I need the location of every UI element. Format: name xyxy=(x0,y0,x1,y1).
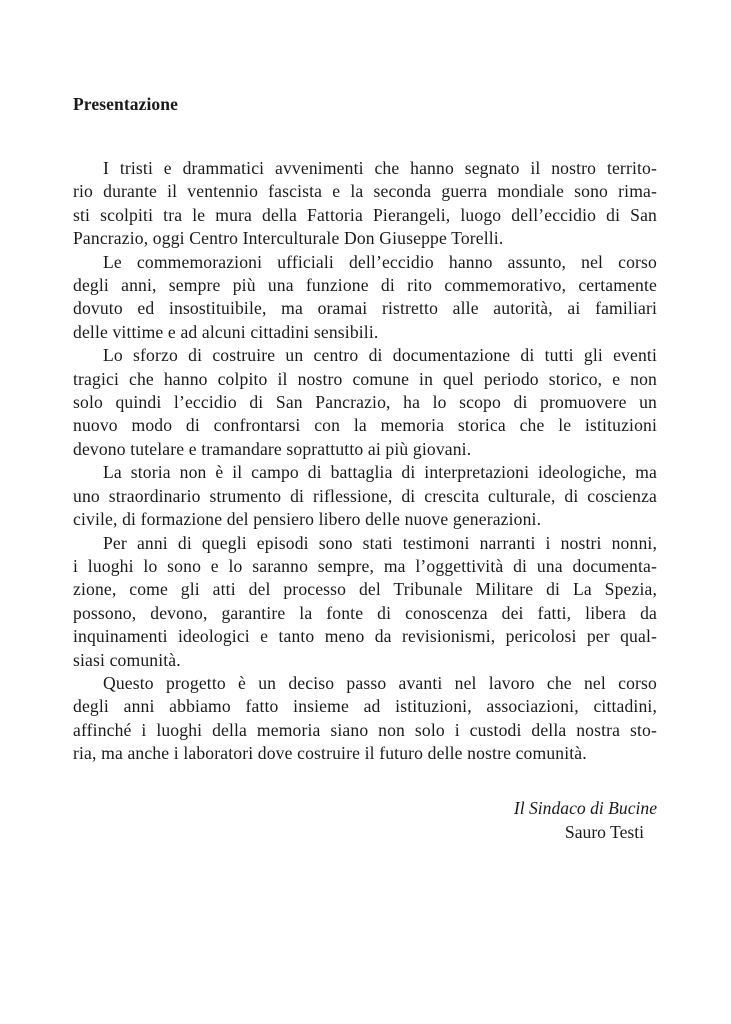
paragraph-line: siasi comunità. xyxy=(73,649,181,670)
document-page xyxy=(73,0,657,1024)
paragraph-line: sti scolpiti tra le mura della Fattoria Pierangeli, luogo dell’eccidio di San xyxy=(73,204,657,225)
paragraph-line: devono tutelare e tramandare soprattutto ai più giovani. xyxy=(73,438,472,459)
paragraph-line: nuovo modo di confrontarsi con la memoria storica che le istituzioni xyxy=(73,415,657,436)
paragraph-line: degli anni abbiamo fatto insieme ad istituzioni, associazioni, cittadini, xyxy=(73,696,657,717)
paragraph-line: civile, di formazione del pensiero libero delle nuove generazioni. xyxy=(73,509,542,530)
paragraph-line: Le commemorazioni ufficiali dell’eccidio hanno assunto, nel corso xyxy=(103,251,657,272)
paragraph xyxy=(73,672,657,766)
paragraph-line: i luoghi lo sono e lo saranno sempre, ma l’oggettività di una documenta- xyxy=(73,555,657,576)
paragraph-line: La storia non è il campo di battaglia di interpretazioni ideologiche, ma xyxy=(103,462,657,483)
body-text xyxy=(73,157,657,766)
paragraph-line: Lo sforzo di costruire un centro di documentazione di tutti gli eventi xyxy=(103,345,657,366)
paragraph xyxy=(73,344,657,461)
paragraph-line: inquinamenti ideologici e tanto meno da revisionismi, pericolosi per qual- xyxy=(73,626,657,647)
paragraph-line: uno straordinario strumento di riflessione, di crescita culturale, di coscienza xyxy=(73,485,657,506)
paragraph-line: solo quindi l’eccidio di San Pancrazio, ha lo scopo di promuovere un xyxy=(73,392,657,413)
paragraph xyxy=(73,157,657,251)
page-title: Presentazione xyxy=(73,94,178,114)
paragraph-line: dovuto ed insostituibile, ma oramai ristretto alle autorità, ai familiari xyxy=(73,298,657,319)
paragraph-line: ria, ma anche i laboratori dove costruire il futuro delle nostre comunità. xyxy=(73,743,587,764)
paragraph-line: Questo progetto è un deciso passo avanti nel lavoro che nel corso xyxy=(103,672,657,693)
paragraph-line: rio durante il ventennio fascista e la seconda guerra mondiale sono rima- xyxy=(73,181,657,202)
paragraph-line: delle vittime e ad alcuni cittadini sensibili. xyxy=(73,321,379,342)
paragraph xyxy=(73,461,657,531)
paragraph-line: I tristi e drammatici avvenimenti che hanno segnato il nostro territo- xyxy=(103,158,657,178)
paragraph-line: Pancrazio, oggi Centro Interculturale Don Giuseppe Torelli. xyxy=(73,228,504,249)
signature-role: Il Sindaco di Bucine xyxy=(513,798,657,818)
paragraph xyxy=(73,251,657,345)
signature-block xyxy=(514,796,657,844)
paragraph-line: Per anni di quegli episodi sono stati testimoni narranti i nostri nonni, xyxy=(103,532,657,553)
paragraph-line: possono, devono, garantire la fonte di conoscenza dei fatti, libera da xyxy=(73,602,657,623)
signature-name: Sauro Testi xyxy=(564,822,644,842)
paragraph-line: tragici che hanno colpito il nostro comune in quel periodo storico, e non xyxy=(73,368,657,389)
paragraph-line: zione, come gli atti del processo del Tribunale Militare di La Spezia, xyxy=(73,579,657,600)
paragraph xyxy=(73,532,657,672)
paragraph-line: affinché i luoghi della memoria siano non solo i custodi della nostra sto- xyxy=(73,719,657,740)
paragraph-line: degli anni, sempre più una funzione di rito commemorativo, certamente xyxy=(73,275,657,296)
